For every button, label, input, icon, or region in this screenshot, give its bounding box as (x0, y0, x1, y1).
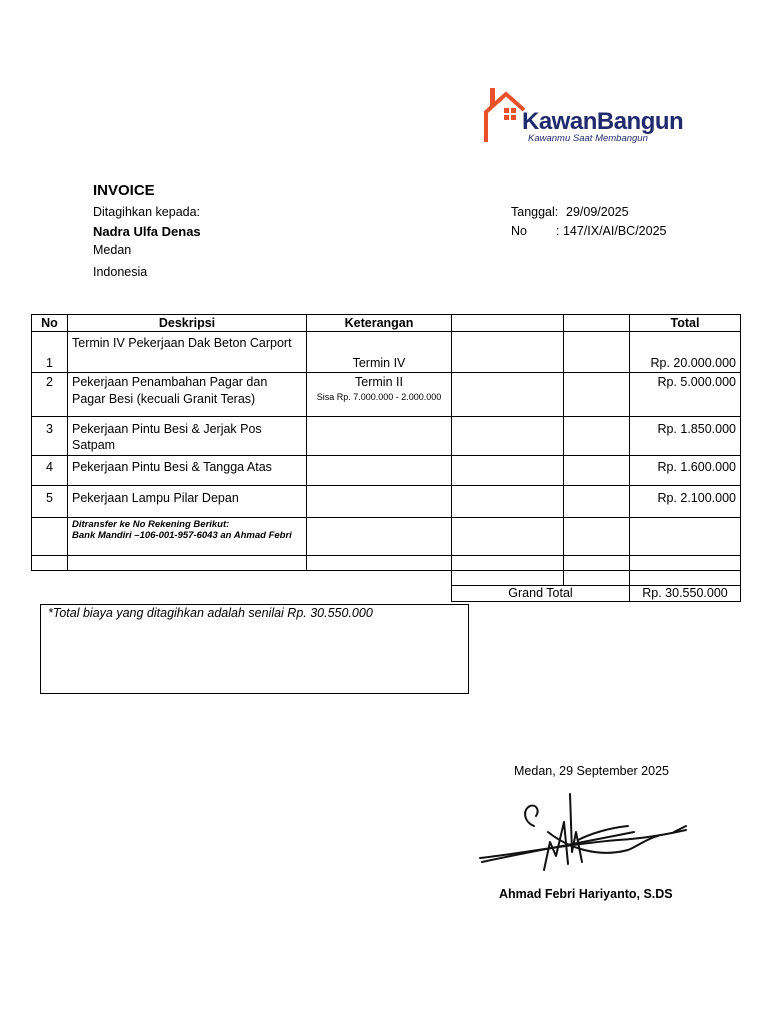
note-text: *Total biaya yang ditagihkan adalah senilai Rp. 30.550.000 (48, 606, 373, 620)
signatory-name: Ahmad Febri Hariyanto, S.DS (499, 887, 673, 901)
row-blank (564, 373, 630, 417)
row-blank (32, 571, 68, 586)
row-remarks-note: Sisa Rp. 7.000.000 - 2.000.000 (316, 392, 442, 402)
row-blank (68, 586, 307, 602)
row-description: Pekerjaan Pintu Besi & Tangga Atas (68, 456, 307, 486)
row-blank (564, 332, 630, 373)
row-blank (452, 332, 564, 373)
grand-total-value: Rp. 30.550.000 (630, 586, 741, 602)
table-header-row (32, 315, 741, 332)
billed-to-label: Ditagihkan kepada: (93, 205, 201, 219)
row-blank (564, 456, 630, 486)
row-blank (307, 586, 452, 602)
empty-row (32, 571, 741, 586)
row-blank (307, 556, 452, 571)
row-blank (630, 571, 741, 586)
header-total: Total (630, 315, 741, 332)
row-description: Pekerjaan Lampu Pilar Depan (68, 486, 307, 518)
table-row (32, 486, 741, 518)
row-blank (630, 518, 741, 556)
row-no: 4 (32, 456, 68, 486)
row-blank (32, 556, 68, 571)
grand-total-label: Grand Total (452, 586, 630, 602)
bank-info-line2: Bank Mandiri –106-001-957-6043 an Ahmad Febri (72, 530, 292, 541)
row-no: 5 (32, 486, 68, 518)
handwritten-signature (478, 792, 690, 874)
row-blank (564, 417, 630, 456)
row-blank (452, 571, 564, 586)
row-total: Rp. 20.000.000 (630, 332, 741, 373)
row-no: 3 (32, 417, 68, 456)
invoice-no-label: No (511, 224, 527, 238)
header-remarks: Keterangan (307, 315, 452, 332)
header-blank (452, 315, 564, 332)
row-total: Rp. 2.100.000 (630, 486, 741, 518)
table-row (32, 417, 741, 456)
bank-info-row (32, 518, 741, 556)
row-blank (564, 518, 630, 556)
row-remarks-cell (307, 373, 452, 417)
table-row (32, 332, 741, 373)
row-blank (307, 571, 452, 586)
client-name: Nadra Ulfa Denas (93, 224, 201, 239)
header-no: No (32, 315, 68, 332)
row-blank (564, 556, 630, 571)
table-row (32, 373, 741, 417)
row-blank (630, 556, 741, 571)
row-blank (564, 571, 630, 586)
row-total: Rp. 1.600.000 (630, 456, 741, 486)
row-remarks: Termin II (355, 375, 403, 389)
row-blank (452, 373, 564, 417)
header-blank (564, 315, 630, 332)
row-total: Rp. 5.000.000 (630, 373, 741, 417)
company-logo (482, 86, 722, 146)
row-blank (452, 417, 564, 456)
bank-info (68, 518, 307, 556)
row-blank (32, 518, 68, 556)
invoice-title: INVOICE (93, 182, 155, 199)
logo-tagline: Kawanmu Saat Membangun (528, 133, 648, 144)
bank-info-line1: Ditransfer ke No Rekening Berikut: (72, 519, 230, 530)
row-total: Rp. 1.850.000 (630, 417, 741, 456)
client-country: Indonesia (93, 265, 148, 279)
client-city: Medan (93, 243, 132, 257)
header-description: Deskripsi (68, 315, 307, 332)
date-label: Tanggal: (511, 205, 559, 219)
row-blank (452, 486, 564, 518)
invoice-no: : 147/IX/AI/BC/2025 (556, 224, 667, 238)
row-remarks: Termin IV (307, 332, 452, 373)
row-blank (307, 518, 452, 556)
row-description: Termin IV Pekerjaan Dak Beton Carport (68, 332, 307, 373)
row-description: Pekerjaan Pintu Besi & Jerjak Pos Satpam (68, 417, 307, 456)
row-blank (452, 456, 564, 486)
table-row (32, 456, 741, 486)
row-blank (564, 486, 630, 518)
row-blank (307, 417, 452, 456)
row-blank (452, 518, 564, 556)
row-blank (32, 586, 68, 602)
empty-row (32, 556, 741, 571)
invoice-date: 29/09/2025 (566, 205, 629, 219)
signature-place-date: Medan, 29 September 2025 (514, 764, 669, 778)
invoice-table (31, 314, 741, 602)
row-no: 2 (32, 373, 68, 417)
row-blank (68, 571, 307, 586)
row-description: Pekerjaan Penambahan Pagar dan Pagar Besi (kecuali Granit Teras) (68, 373, 307, 417)
grand-total-row (32, 586, 741, 602)
row-blank (307, 486, 452, 518)
row-blank (452, 556, 564, 571)
row-blank (68, 556, 307, 571)
logo-name: KawanBangun (522, 108, 684, 135)
row-no: 1 (32, 332, 68, 373)
row-blank (307, 456, 452, 486)
